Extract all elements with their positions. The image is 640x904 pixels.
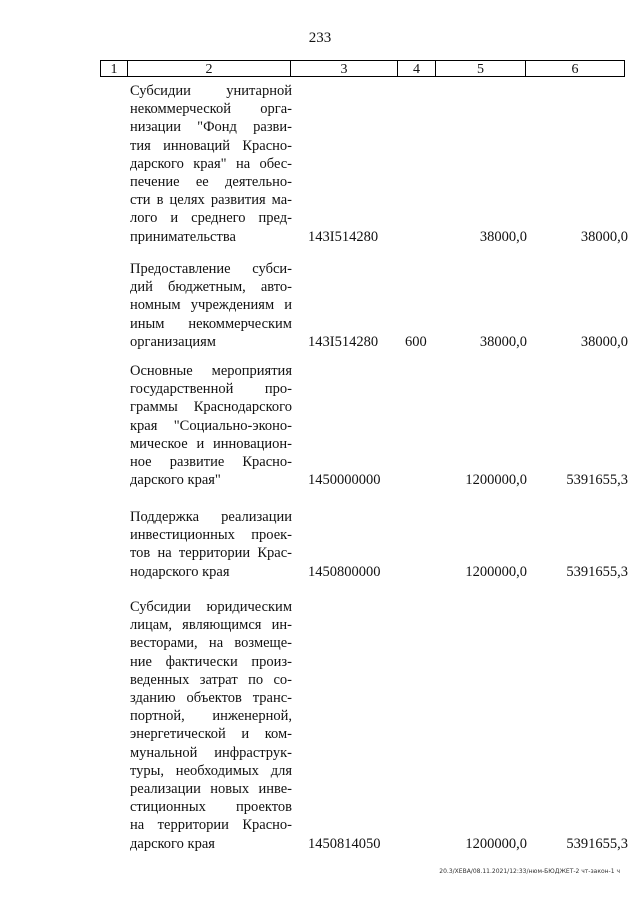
- row-value-col6: 38000,0: [580, 228, 628, 245]
- description-line: некоммерческой орга-: [130, 101, 292, 118]
- description-line: лого и среднего пред-: [130, 210, 292, 227]
- description-line: Поддержка реализации: [130, 509, 292, 525]
- row-code: 143I514280: [308, 333, 379, 350]
- row-value-col5: 38000,0: [479, 333, 527, 350]
- description-line: иным некоммерческим: [130, 315, 292, 332]
- row-code: 1450000000: [308, 472, 381, 489]
- row-value-col5: 1200000,0: [465, 472, 527, 489]
- description-line: энергетической и ком-: [130, 726, 292, 743]
- description-line: Субсидии унитарной: [130, 83, 292, 99]
- row-description: [130, 508, 292, 581]
- description-line: портной, инженерной,: [130, 708, 292, 725]
- description-line: весторами, на возмеще-: [130, 635, 292, 652]
- description-line: мунальной инфраструк-: [130, 744, 292, 761]
- description-line: туры, необходимых для: [130, 762, 292, 779]
- row-value-col6: 5391655,3: [566, 835, 628, 852]
- description-line: ное развитие Красно-: [130, 454, 292, 471]
- description-line: на территории Красно-: [130, 817, 292, 834]
- header-col-1: 1: [100, 60, 127, 77]
- description-line: Основные мероприятия: [130, 363, 292, 379]
- description-line: номным учреждениям и: [130, 297, 292, 314]
- description-line: дарского края" на обес-: [130, 155, 292, 172]
- description-line: Предоставление субси-: [130, 261, 292, 277]
- description-line: мическое и инновацион-: [130, 435, 292, 452]
- description-line: стиционных проектов: [130, 799, 292, 816]
- description-line: граммы Краснодарского: [130, 399, 292, 416]
- row-value-col5: 1200000,0: [465, 563, 527, 580]
- description-line: государственной про-: [130, 381, 292, 398]
- description-line: нодарского края: [130, 563, 230, 580]
- row-code: 1450814050: [308, 835, 381, 852]
- page-number: 233: [308, 30, 332, 46]
- header-col-3: 3: [290, 60, 397, 77]
- description-line: лицам, являющимся ин-: [130, 617, 292, 634]
- row-value-col6: 38000,0: [580, 333, 628, 350]
- description-line: дий бюджетным, авто-: [130, 279, 292, 296]
- description-line: края "Социально-эконо-: [130, 417, 292, 434]
- header-col-2: 2: [127, 60, 290, 77]
- description-line: организациям: [130, 333, 216, 350]
- description-line: веденных затрат по со-: [130, 671, 292, 688]
- row-code: 143I514280: [308, 228, 379, 245]
- row-value-col5: 38000,0: [479, 228, 527, 245]
- description-line: дарского края: [130, 835, 215, 852]
- row-description: [130, 82, 292, 246]
- description-line: тия инноваций Красно-: [130, 137, 292, 154]
- header-col-6: 6: [525, 60, 625, 77]
- description-line: инвестиционных проек-: [130, 527, 292, 544]
- description-line: принимательства: [130, 228, 236, 245]
- row-value-col6: 5391655,3: [566, 563, 628, 580]
- description-line: Субсидии юридическим: [130, 599, 292, 615]
- row-code: 1450800000: [308, 563, 381, 580]
- row-value-col5: 1200000,0: [465, 835, 527, 852]
- description-line: реализации новых инве-: [130, 781, 292, 798]
- row-description: [130, 598, 292, 853]
- description-line: дарского края": [130, 472, 221, 489]
- description-line: печение ее деятельно-: [130, 174, 292, 191]
- description-line: тов на территории Крас-: [130, 545, 292, 562]
- row-expense-type: 600: [405, 333, 427, 350]
- row-description: [130, 362, 292, 489]
- description-line: ние фактически произ-: [130, 653, 292, 670]
- row-description: [130, 260, 292, 351]
- header-col-4: 4: [397, 60, 435, 77]
- header-col-5: 5: [435, 60, 525, 77]
- document-footer: 20.3/XEBA/08.11.2021/12:33/нюм-БЮДЖЕТ-2 чт-закон-1 ч: [439, 868, 620, 875]
- description-line: низации "Фонд разви-: [130, 119, 292, 136]
- table-header: [100, 60, 625, 77]
- description-line: зданию объектов транс-: [130, 690, 292, 707]
- description-line: сти в целях развития ма-: [130, 192, 292, 209]
- row-value-col6: 5391655,3: [566, 472, 628, 489]
